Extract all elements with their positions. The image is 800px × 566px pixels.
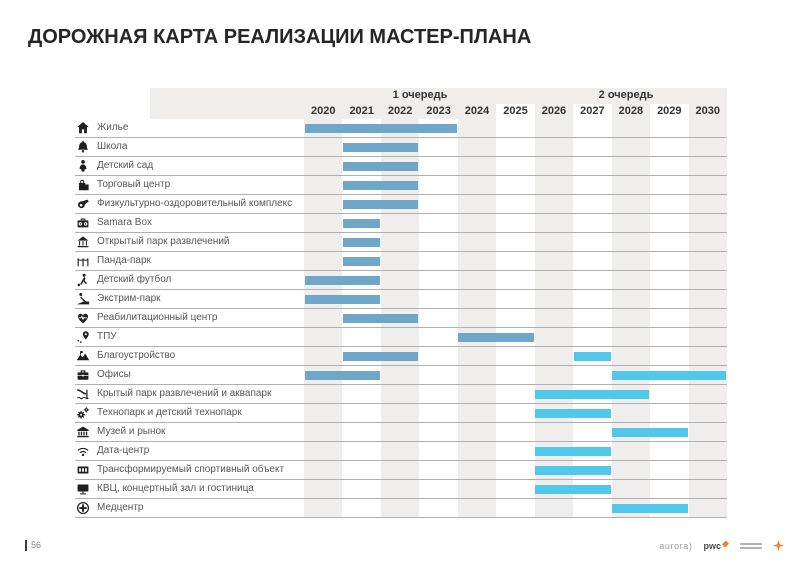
gantt-bar (535, 485, 610, 494)
whistle-icon (76, 197, 90, 211)
gantt-bar (535, 409, 610, 418)
gantt-bar (535, 390, 649, 399)
gantt-bar (612, 428, 687, 437)
table-row (75, 404, 727, 423)
row-label: Медцентр (97, 502, 144, 513)
table-row (75, 233, 727, 252)
phase-2-label: 2 очередь (598, 89, 654, 101)
gantt-bar (305, 124, 457, 133)
table-row (75, 442, 727, 461)
gantt-bar (343, 238, 380, 247)
gantt-bar (343, 143, 418, 152)
year-axis (304, 104, 727, 119)
row-label: Реабилитационный центр (97, 312, 218, 323)
gantt-bar (343, 219, 380, 228)
page-title: ДОРОЖНАЯ КАРТА РЕАЛИЗАЦИИ МАСТЕР-ПЛАНА (28, 26, 532, 48)
gantt-bar (574, 352, 611, 361)
gears-icon (76, 406, 90, 420)
row-label: Физкультурно-оздоровительный комплекс (97, 198, 293, 209)
row-label: Благоустройство (97, 350, 176, 361)
table-row (75, 499, 727, 518)
year-label: 2024 (464, 105, 490, 117)
row-label: Samara Box (97, 217, 153, 228)
table-row (75, 385, 727, 404)
table-row (75, 214, 727, 233)
row-label: Трансформируемый спортивный объект (97, 464, 285, 475)
briefcase-icon (76, 368, 90, 382)
carousel-icon (76, 235, 90, 249)
gantt-bar (343, 257, 380, 266)
rope-park-icon (76, 254, 90, 268)
row-label: Музей и рынок (97, 426, 166, 437)
gantt-bar (535, 447, 610, 456)
table-row (75, 290, 727, 309)
row-label: Торговый центр (97, 179, 171, 190)
table-row (75, 138, 727, 157)
museum-icon (76, 425, 90, 439)
child-icon (76, 159, 90, 173)
table-row (75, 461, 727, 480)
row-label: КВЦ, концертный зал и гостиница (97, 483, 254, 494)
aurora-logo: aurora) (659, 540, 693, 551)
gantt-bar (343, 181, 418, 190)
table-row (75, 366, 727, 385)
heart-pulse-icon (76, 311, 90, 325)
gantt-bar (535, 466, 610, 475)
landscape-icon (76, 349, 90, 363)
year-label: 2025 (496, 104, 534, 119)
soccer-player-icon (76, 273, 90, 287)
row-label: Детский футбол (97, 274, 172, 285)
gantt-bar (343, 352, 418, 361)
row-label: Дата-центр (97, 445, 150, 456)
row-list (75, 119, 727, 518)
gantt-bar (305, 371, 380, 380)
table-row (75, 480, 727, 499)
table-row (75, 423, 727, 442)
boombox-icon (76, 216, 90, 230)
skater-icon (76, 292, 90, 306)
row-label: ТПУ (97, 331, 117, 342)
bell-icon (76, 140, 90, 154)
table-row (75, 271, 727, 290)
page-number: 56 (25, 540, 41, 551)
year-label: 2022 (387, 105, 413, 117)
year-label: 2028 (618, 105, 644, 117)
row-label: Технопарк и детский технопарк (97, 407, 242, 418)
shopping-bag-icon (76, 178, 90, 192)
table-row (75, 176, 727, 195)
table-row (75, 309, 727, 328)
table-row (75, 195, 727, 214)
scoreboard-icon (76, 463, 90, 477)
row-label: Экстрим-парк (97, 293, 161, 304)
row-label: Офисы (97, 369, 131, 380)
row-label: Жилье (97, 122, 129, 133)
year-label: 2020 (310, 105, 336, 117)
year-label: 2023 (426, 105, 451, 117)
year-label: 2027 (573, 104, 611, 119)
med-cross-icon (76, 501, 90, 515)
gantt-bar (343, 314, 418, 323)
row-label: Крытый парк развлечений и аквапарк (97, 388, 272, 399)
screen-icon (76, 482, 90, 496)
water-slide-icon (76, 387, 90, 401)
pwc-logo-text: pwc (703, 540, 721, 551)
year-label: 2029 (650, 104, 688, 119)
partner-logo (740, 543, 762, 549)
gantt-bar (343, 162, 418, 171)
footer-logos (659, 540, 784, 551)
gantt-bar (612, 371, 726, 380)
route-pin-icon (76, 330, 90, 344)
year-label: 2026 (541, 105, 567, 117)
gantt-bar (305, 295, 380, 304)
wifi-icon (76, 444, 90, 458)
table-row (75, 328, 727, 347)
row-label: Школа (97, 141, 128, 152)
table-row (75, 252, 727, 271)
star-logo-icon (773, 540, 784, 551)
pwc-logo (703, 541, 729, 551)
gantt-bar (458, 333, 533, 342)
row-label: Панда-парк (97, 255, 151, 266)
table-row (75, 347, 727, 366)
row-label: Детский сад (97, 160, 154, 171)
year-label: 2030 (695, 105, 720, 117)
table-row (75, 157, 727, 176)
pwc-flame-icon (722, 541, 729, 548)
table-row (75, 119, 727, 138)
phase-1-label: 1 очередь (392, 89, 448, 101)
gantt-bar (612, 504, 687, 513)
gantt-bar (305, 276, 380, 285)
year-label: 2021 (349, 105, 374, 117)
gantt-bar (343, 200, 418, 209)
house-icon (76, 121, 90, 135)
row-label: Открытый парк развлечений (97, 236, 230, 247)
